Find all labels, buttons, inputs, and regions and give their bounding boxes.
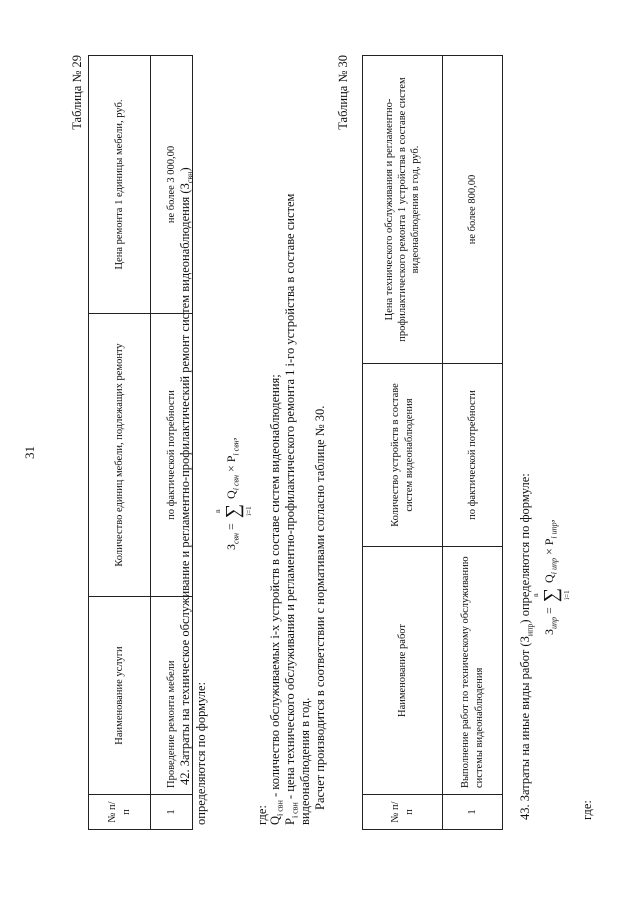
header-cell: № п/п xyxy=(363,795,443,830)
header-cell: Наименование услуги xyxy=(89,597,151,795)
table-header-row xyxy=(363,56,443,830)
p-definition-cont: видеонаблюдения в год. xyxy=(298,697,312,825)
header-cell: Цена ремонта 1 единицы мебели, руб. xyxy=(89,56,151,314)
sum-symbol: ∑ n i=1 xyxy=(214,503,253,519)
header-cell: Количество единиц мебели, подлежащих ремонту xyxy=(89,314,151,597)
table-cell: 1 xyxy=(151,795,193,830)
table-30 xyxy=(362,55,503,830)
table-cell: Выполнение работ по техническому обслуживанию системы видеонаблюдения xyxy=(443,547,503,795)
table-cell: не более 3 000,00 xyxy=(151,56,193,314)
section-43-heading: 43. Затраты на иные виды работ $(З_{ипр})$ определяются по формуле: xyxy=(518,473,535,820)
header-cell: Количество устройств в составе систем видеонаблюдения xyxy=(363,364,443,547)
calculation-note: Расчет производится в соответствии с нормативами согласно таблице № 30. xyxy=(313,405,327,810)
table-cell: 1 xyxy=(443,795,503,830)
q-definition: $Q_{i свн}$ - количество обслуживаемых i-х устройств в составе систем видеонаблюдения; xyxy=(268,374,285,825)
table-cell: не более 800,00 xyxy=(443,56,503,364)
table-row xyxy=(443,56,503,830)
table-cell: по фактической потребности xyxy=(151,314,193,597)
p-definition: $Р_{i свн}$ - цена технического обслуживания и регламентно-профилактического ремонта 1 i-го устройства в составе систем xyxy=(283,193,300,825)
header-cell: Наименование работ xyxy=(363,547,443,795)
header-cell: № п/п xyxy=(89,795,151,830)
formula-42: $З_{свн}$ = ∑ n i=1 $Q_{i свн} \times Р_{i свн}$, xyxy=(214,437,253,550)
sum-symbol: ∑ n i=1 xyxy=(532,587,571,603)
table-29-caption: Таблица № 29 xyxy=(70,55,84,130)
header-cell: Цена технического обслуживания и регламентно-профилактического ремонта 1 устройства в составе систем видеонаблюдения в год, руб. xyxy=(363,56,443,364)
table-30-caption: Таблица № 30 xyxy=(336,55,350,130)
table-cell: по фактической потребности xyxy=(443,364,503,547)
section-42-heading: 42. Затраты на техническое обслуживание и регламентно-профилактический ремонт систем видеонаблюдения $(З_{свн})$ xyxy=(178,167,195,785)
table-cell: Проведение ремонта мебели xyxy=(151,597,193,795)
page-number: 31 xyxy=(22,446,37,459)
where-label-42: где: xyxy=(255,805,269,825)
formula-43: $З_{ипр}$ = ∑ n i=1 $Q_{i ипр} \times Р_{i ипр}$, xyxy=(532,519,571,635)
section-42-heading-cont: определяются по формуле: xyxy=(194,681,208,825)
table-header-row xyxy=(89,56,151,830)
where-label-43: где: xyxy=(580,800,594,820)
